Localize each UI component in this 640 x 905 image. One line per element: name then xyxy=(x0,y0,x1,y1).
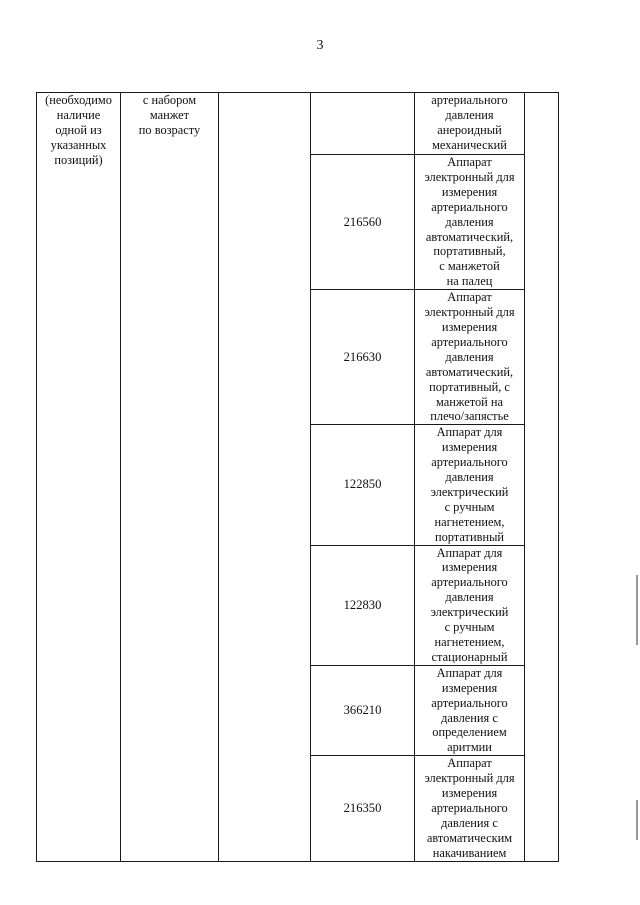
description-line: давления xyxy=(445,470,494,485)
description-line: стационарный xyxy=(431,649,508,664)
description-line: артериального xyxy=(431,800,508,815)
description-line: Аппарат xyxy=(447,290,492,305)
description-cell xyxy=(415,756,525,862)
code-cell xyxy=(311,93,415,155)
description-line: измерения xyxy=(441,680,498,695)
cuff-note-line: с набором xyxy=(142,93,197,107)
description-line: с манжетой xyxy=(439,259,500,274)
cuff-note-line: по возрасту xyxy=(138,122,201,137)
description-line: артериального xyxy=(431,334,508,349)
requirement-line: указанных xyxy=(50,137,107,152)
description-line: артериального xyxy=(431,199,508,214)
description-line: артериального xyxy=(431,695,508,710)
description-line: Аппарат xyxy=(447,155,492,169)
description-line: накачиванием xyxy=(432,845,507,860)
description-cell xyxy=(415,93,525,155)
requirement-line: наличие xyxy=(56,107,101,122)
empty-column-cell xyxy=(219,93,311,862)
description-line: портативный xyxy=(434,529,505,544)
description-line: электрический xyxy=(430,484,509,499)
description-line: давления xyxy=(445,349,494,364)
requirement-line: одной из xyxy=(55,122,102,137)
requirement-line: (необходимо xyxy=(45,93,112,107)
description-line: Аппарат для xyxy=(436,665,503,680)
description-line: давления с xyxy=(441,710,498,725)
description-line: портативный, с xyxy=(429,379,510,394)
cuff-note-line: манжет xyxy=(149,107,190,122)
equipment-table xyxy=(36,92,559,862)
scan-edge-mark xyxy=(636,800,638,840)
description-line: определением xyxy=(432,725,507,740)
cuff-note-cell xyxy=(121,93,219,862)
description-line: давления xyxy=(445,590,494,605)
description-cell xyxy=(415,665,525,755)
description-line: автоматический, xyxy=(425,364,514,379)
description-line: с ручным xyxy=(444,620,495,635)
requirement-cell xyxy=(37,93,121,862)
description-line: механический xyxy=(432,137,507,152)
description-line: давления xyxy=(445,107,494,122)
description-line: манжетой на xyxy=(435,394,504,409)
description-line: измерения xyxy=(441,560,498,575)
description-cell xyxy=(415,425,525,545)
description-line: электрический xyxy=(430,605,509,620)
code-cell: 216350 xyxy=(311,756,415,862)
description-cell xyxy=(415,545,525,665)
description-line: электронный для xyxy=(424,169,515,184)
page-number: 3 xyxy=(316,38,324,53)
description-line: плечо/запястье xyxy=(430,409,509,424)
code-cell: 122830 xyxy=(311,545,415,665)
description-line: с ручным xyxy=(444,499,495,514)
requirement-line: позиций) xyxy=(54,152,103,167)
description-line: измерения xyxy=(441,319,498,334)
description-line: артериального xyxy=(431,93,508,107)
description-cell xyxy=(415,155,525,290)
description-line: давления xyxy=(445,214,494,229)
description-line: Аппарат xyxy=(447,756,492,771)
description-line: электронный для xyxy=(424,771,515,786)
code-cell: 366210 xyxy=(311,665,415,755)
description-line: нагнетением, xyxy=(434,514,505,529)
description-line: Аппарат для xyxy=(436,425,503,440)
description-line: измерения xyxy=(441,440,498,455)
scan-edge-mark xyxy=(636,575,638,645)
description-line: портативный, xyxy=(433,244,506,259)
description-line: артериального xyxy=(431,575,508,590)
description-line: артериального xyxy=(431,455,508,470)
description-line: нагнетением, xyxy=(434,635,505,649)
code-cell: 216630 xyxy=(311,290,415,425)
description-line: измерения xyxy=(441,184,498,199)
description-line: электронный для xyxy=(424,305,515,320)
description-line: аритмии xyxy=(447,740,492,755)
code-cell: 122850 xyxy=(311,425,415,545)
description-cell xyxy=(415,290,525,425)
description-line: автоматическим xyxy=(426,830,513,845)
empty-last-column-cell xyxy=(525,93,559,862)
description-line: анероидный xyxy=(437,122,502,137)
table-row xyxy=(37,93,559,155)
description-line: Аппарат для xyxy=(436,545,503,560)
description-line: давления с xyxy=(441,815,498,830)
description-line: измерения xyxy=(441,786,498,801)
description-line: на палец xyxy=(446,274,493,289)
code-cell: 216560 xyxy=(311,155,415,290)
description-line: автоматический, xyxy=(425,229,514,244)
